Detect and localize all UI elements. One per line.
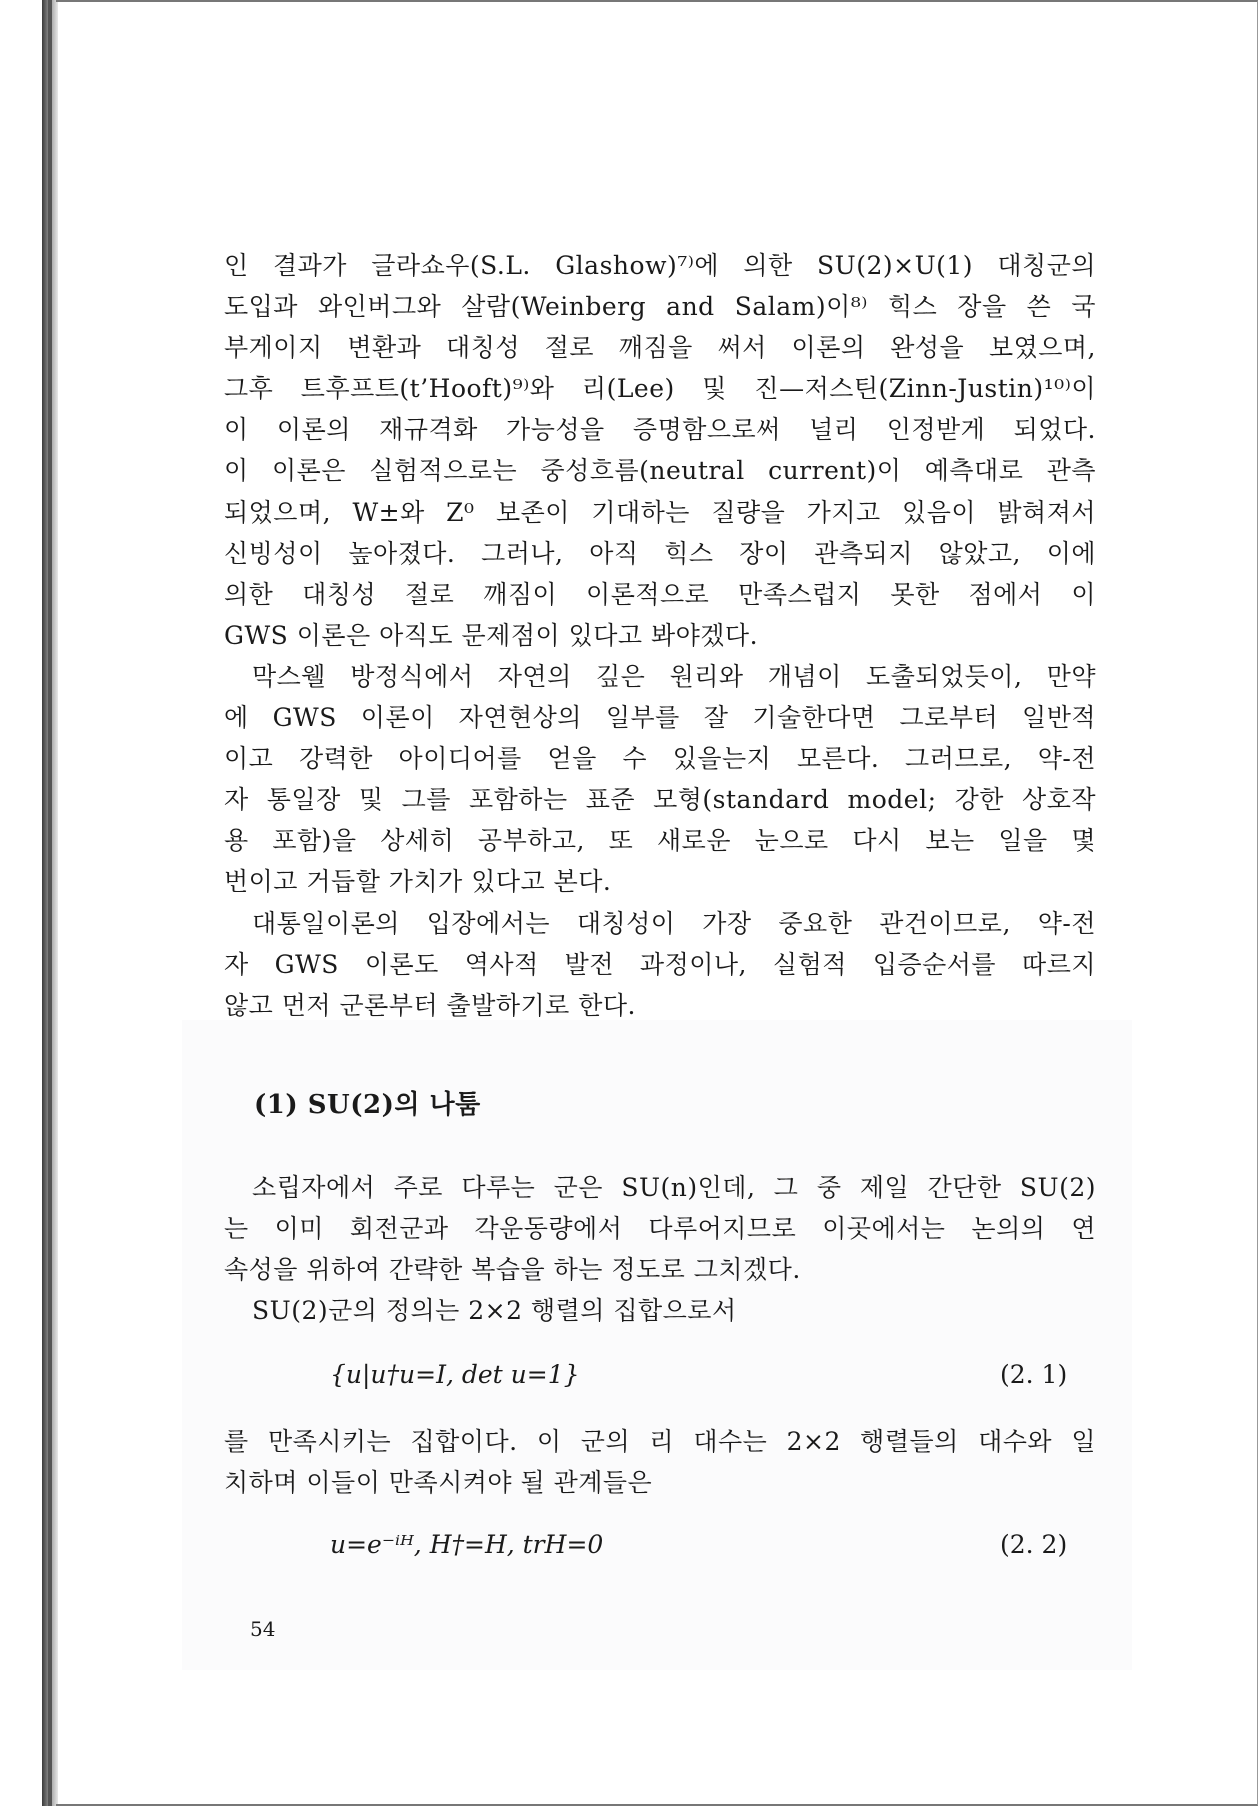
text-line: 도입과 와인버그와 살람(Weinberg and Salam)이⁸⁾ 힉스 장을 쓴 국 xyxy=(224,292,1096,322)
book-spine-edge xyxy=(48,0,52,1806)
text-line: 그후 트후프트(t’Hooft)⁹⁾와 리(Lee) 및 진—저스틴(Zinn-Justin)¹⁰⁾이 xyxy=(224,374,1096,404)
text-line: GWS 이론은 아직도 문제점이 있다고 봐야겠다. xyxy=(224,620,759,650)
paragraph-6 xyxy=(224,1421,1096,1503)
equation-2-2: u=e⁻ⁱᴴ, H†=H, trH=0 xyxy=(330,1530,604,1559)
text-line: 소립자에서 주로 다루는 군은 SU(n)인데, 그 중 제일 간단한 SU(2) xyxy=(252,1173,1096,1202)
text-line: 는 이미 회전군과 각운동량에서 다루어지므로 이곳에서는 논의의 연 xyxy=(224,1214,1096,1244)
text-line: 속성을 위하여 간략한 복습을 하는 정도로 그치겠다. xyxy=(224,1255,801,1285)
paragraph-1 xyxy=(224,245,1096,656)
text-line: 치하며 이들이 만족시켜야 될 관계들은 xyxy=(224,1468,653,1498)
body-text-upper xyxy=(224,245,1096,1026)
text-line: 부게이지 변환과 대칭성 절로 깨짐을 써서 이론의 완성을 보였으며, xyxy=(224,333,1096,363)
text-line: 자 GWS 이론도 역사적 발전 과정이나, 실험적 입증순서를 따르지 xyxy=(224,949,1096,979)
text-line: 를 만족시키는 집합이다. 이 군의 리 대수는 2×2 행렬들의 대수와 일 xyxy=(224,1427,1096,1456)
text-line: 신빙성이 높아졌다. 그러나, 아직 힉스 장이 관측되지 않았고, 이에 xyxy=(224,538,1096,568)
text-line: 용 포함)을 상세히 공부하고, 또 새로운 눈으로 다시 보는 일을 몇 xyxy=(224,826,1096,856)
text-line: 의한 대칭성 절로 깨짐이 이론적으로 만족스럽지 못한 점에서 이 xyxy=(224,579,1096,609)
equation-number-2-1: (2. 1) xyxy=(1000,1360,1068,1389)
text-line: 이 이론은 실험적으로는 중성흐름(neutral current)이 예측대로 관측 xyxy=(224,456,1096,486)
text-line: 이고 강력한 아이디어를 얻을 수 있을는지 모른다. 그러므로, 약-전 xyxy=(224,744,1096,774)
text-line: 막스웰 방정식에서 자연의 깊은 원리와 개념이 도출되었듯이, 만약 xyxy=(252,661,1096,691)
text-line: 번이고 거듭할 가치가 있다고 본다. xyxy=(224,867,612,897)
equation-number-2-2: (2. 2) xyxy=(1000,1530,1068,1559)
body-text-equation-context xyxy=(224,1421,1096,1503)
paragraph-2 xyxy=(224,656,1096,903)
text-line: 에 GWS 이론이 자연현상의 일부를 잘 기술한다면 그로부터 일반적 xyxy=(224,703,1096,733)
paragraph-3 xyxy=(224,903,1096,1026)
text-line: 이 이론의 재규격화 가능성을 증명함으로써 널리 인정받게 되었다. xyxy=(224,415,1096,445)
text-line: 않고 먼저 군론부터 출발하기로 한다. xyxy=(224,990,636,1020)
body-text-lower xyxy=(224,1167,1096,1331)
text-line: 대통일이론의 입장에서는 대칭성이 가장 중요한 관건이므로, 약-전 xyxy=(252,908,1096,938)
text-line: 되었으며, W±와 Z⁰ 보존이 기대하는 질량을 가지고 있음이 밝혀져서 xyxy=(224,497,1096,527)
paragraph-5 xyxy=(224,1290,1096,1331)
equation-2-1: {u|u†u=I, det u=1} xyxy=(330,1360,580,1389)
text-line: SU(2)군의 정의는 2×2 행렬의 집합으로서 xyxy=(252,1296,737,1326)
text-line: 인 결과가 글라쇼우(S.L. Glashow)⁷⁾에 의한 SU(2)×U(1) 대칭군의 xyxy=(224,251,1096,280)
section-heading: (1) SU(2)의 나툼 xyxy=(254,1090,481,1120)
page-number: 54 xyxy=(250,1617,276,1641)
paragraph-4 xyxy=(224,1167,1096,1290)
text-line: 자 통일장 및 그를 포함하는 표준 모형(standard model; 강한 상호작 xyxy=(224,785,1096,815)
